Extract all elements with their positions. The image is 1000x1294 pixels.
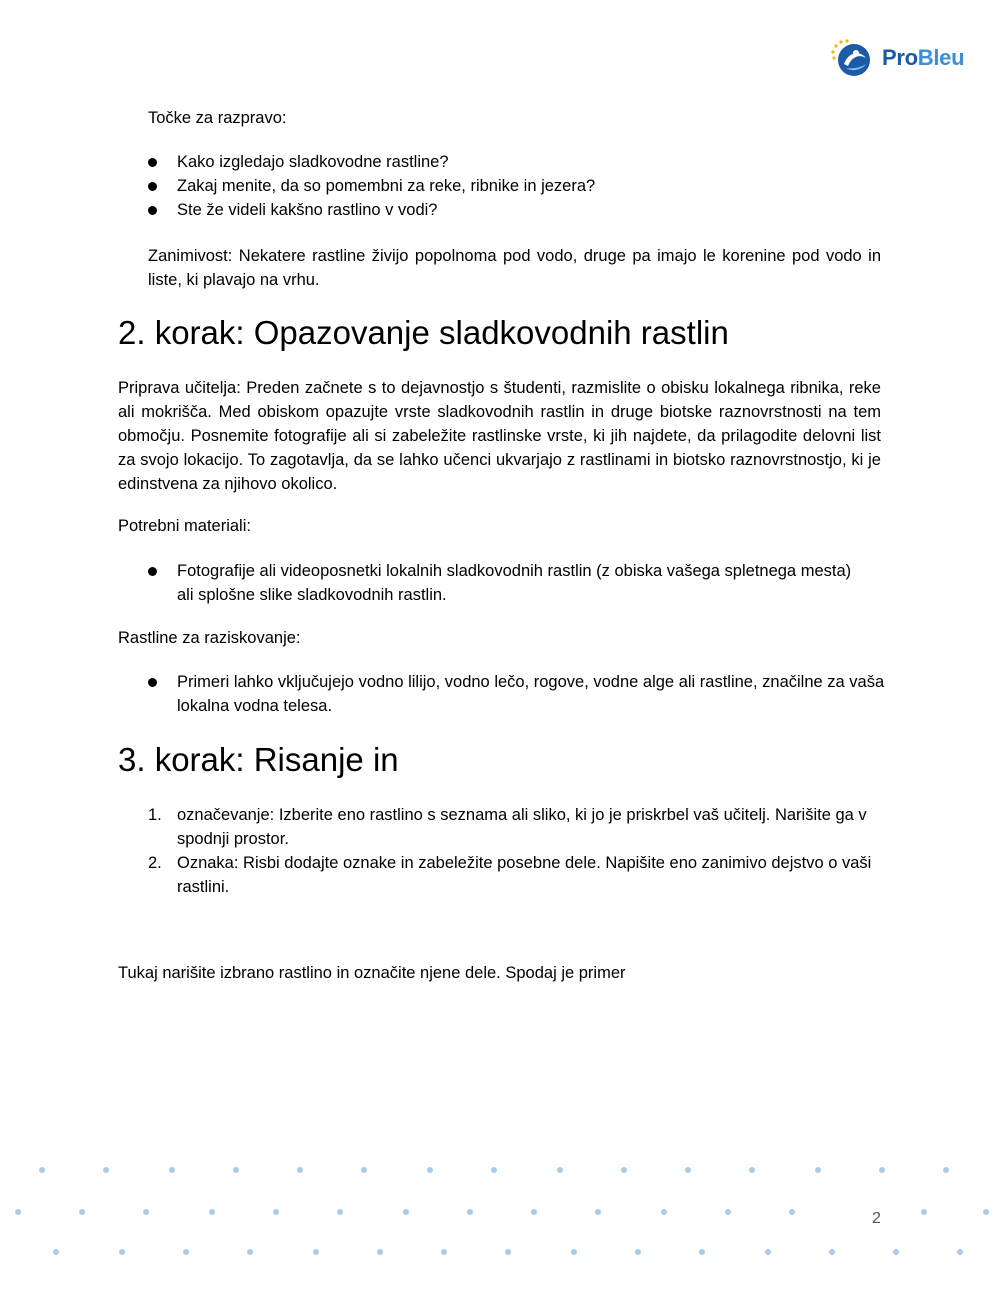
logo-text: ProBleu — [882, 45, 965, 70]
step3-list — [148, 803, 888, 899]
bullet-icon — [148, 567, 157, 576]
page-number: 2 — [872, 1210, 881, 1227]
discussion-list — [148, 150, 888, 222]
discussion-heading: Točke za razpravo: — [148, 109, 287, 127]
bullet-icon — [148, 182, 157, 191]
bullet-icon — [148, 206, 157, 215]
probleu-emblem-icon — [830, 38, 876, 78]
fun-fact: Zanimivost: Nekatere rastline živijo popolnoma pod vodo, druge pa imajo le korenine pod vodo in liste, ki plavajo na vrhu. — [148, 247, 881, 289]
bullet-icon — [148, 678, 157, 687]
list-item: 2. Oznaka: Risbi dodajte oznake in zabeležite posebne dele. Napišite eno zanimivo dejstvo o vaši rastlini. — [148, 854, 872, 896]
decorative-dot-pattern — [0, 1150, 1000, 1270]
step3-title: 3. korak: Risanje in — [118, 741, 399, 778]
materials-heading: Potrebni materiali: — [118, 517, 251, 535]
list-item: Primeri lahko vključujejo vodno lilijo, vodno lečo, rogove, vodne alge ali rastline, značilne za vaša lokalna vodna telesa. — [148, 670, 888, 718]
probleu-logo — [830, 38, 964, 78]
list-item: Zakaj menite, da so pomembni za reke, ribnike in jezera? — [148, 174, 888, 198]
plants-list — [148, 670, 888, 718]
materials-list — [148, 559, 868, 607]
plants-heading: Rastline za raziskovanje: — [118, 629, 301, 647]
list-item: Kako izgledajo sladkovodne rastline? — [148, 150, 888, 174]
list-item: Ste že videli kakšno rastlino v vodi? — [148, 198, 888, 222]
teacher-prep: Priprava učitelja: Preden začnete s to dejavnostjo s študenti, razmislite o obisku lokalnega ribnika, reke ali mokrišča. Med obiskom opazujte vrste sladkovodnih rastlin in druge biotske raznovrstnosti na tem območju. Posnemite fotografije ali si zabeležite rastlinske vrste, ki jih najdete, da prilagodite delovni list za svojo lokacijo. To zagotavlja, da se lahko učenci ukvarjajo z rastlinami in biotsko raznovrstnostjo, ki je edinstvena za njihovo okolico. — [118, 379, 881, 493]
drawing-instruction: Tukaj narišite izbrano rastlino in označite njene dele. Spodaj je primer — [118, 964, 626, 982]
list-item: Fotografije ali videoposnetki lokalnih sladkovodnih rastlin (z obiska vašega spletnega mesta) ali splošne slike sladkovodnih rastlin. — [148, 559, 868, 607]
list-item: 1. označevanje: Izberite eno rastlino s seznama ali sliko, ki jo je priskrbel vaš učitelj. Narišite ga v spodnji prostor. — [148, 806, 867, 848]
bullet-icon — [148, 158, 157, 167]
step2-title: 2. korak: Opazovanje sladkovodnih rastlin — [118, 314, 729, 351]
